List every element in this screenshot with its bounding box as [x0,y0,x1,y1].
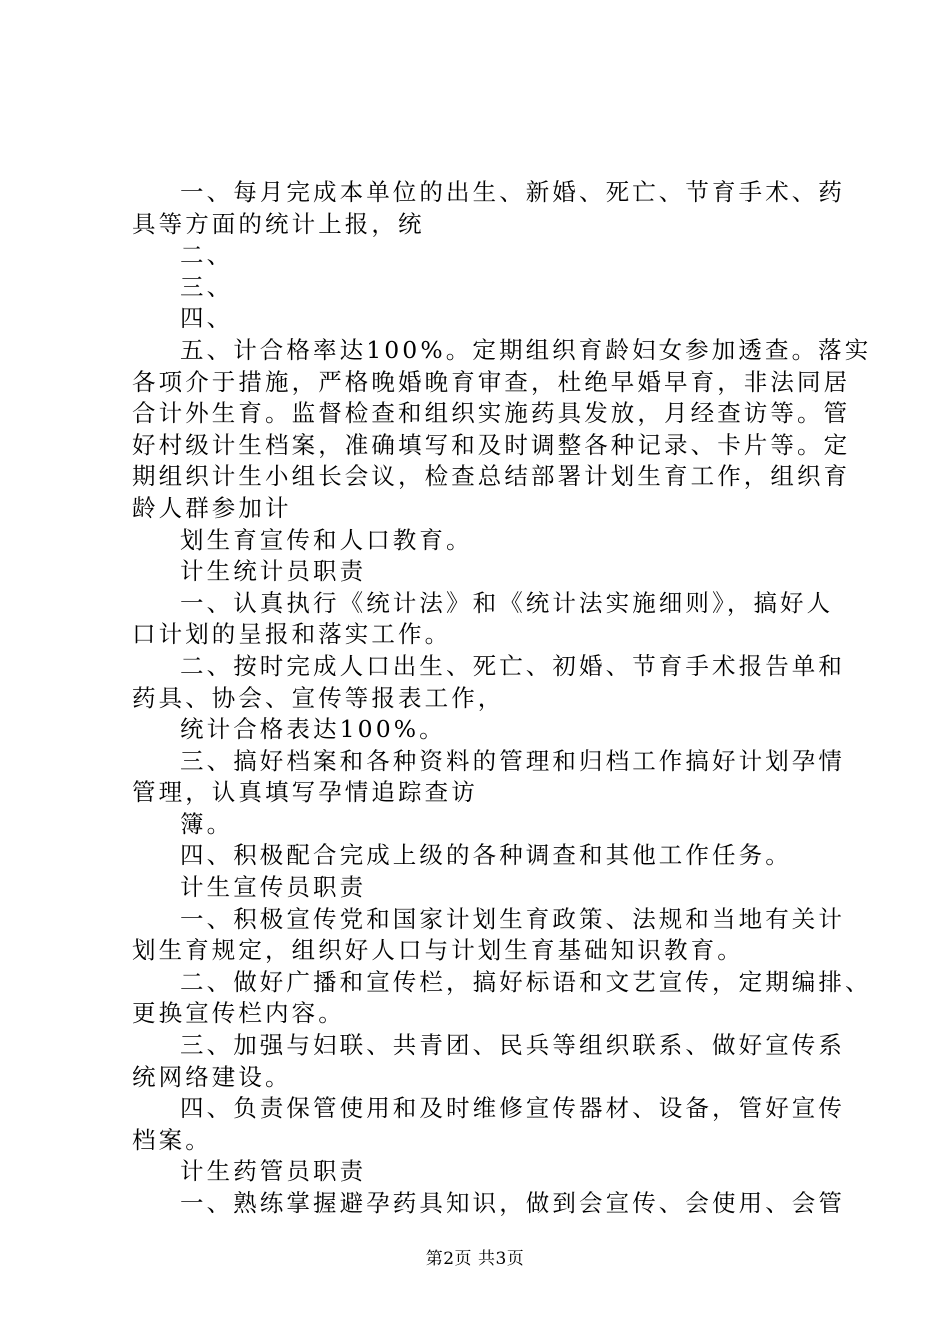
text-line: 四、积极配合完成上级的各种调查和其他工作任务。 [180,841,792,870]
text-line: 管理，认真填写孕情追踪查访 [132,778,478,807]
text-line: 划生育宣传和人口教育。 [180,525,473,554]
text-line: 二、 [180,241,234,270]
text-line: 三、 [180,272,234,301]
text-line: 三、加强与妇联、共青团、民兵等组织联系、做好宣传系 [180,1031,845,1060]
text-line: 档案。 [132,1125,212,1154]
text-line: 好村级计生档案，准确填写和及时调整各种记录、卡片等。定 [132,430,851,459]
text-line: 药具、协会、宣传等报表工作， [132,683,505,712]
text-line: 各项介于措施，严格晚婚晚育审查，杜绝早婚早育，非法同居 [132,367,851,396]
text-line: 二、做好广播和宣传栏，搞好标语和文艺宣传，定期编排、 [180,967,872,996]
text-line: 三、搞好档案和各种资料的管理和归档工作搞好计划孕情 [180,746,845,775]
text-line: 计生药管员职责 [180,1157,367,1186]
page-number-footer: 第2页 共3页 [425,1249,525,1269]
text-line: 四、负责保管使用和及时维修宣传器材、设备，管好宣传 [180,1094,845,1123]
text-line: 统计合格表达100%。 [180,715,446,744]
text-line: 一、熟练掌握避孕药具知识，做到会宣传、会使用、会管 [180,1189,845,1217]
text-line: 划生育规定，组织好人口与计划生育基础知识教育。 [132,936,744,965]
text-line: 统网络建设。 [132,1062,292,1091]
text-line: 四、 [180,304,234,333]
text-line: 簿。 [180,809,234,838]
text-line: 口计划的呈报和落实工作。 [132,620,452,649]
text-line: 具等方面的统计上报，统 [132,209,425,238]
text-line: 计生统计员职责 [180,557,367,586]
text-line: 期组织计生小组长会议，检查总结部署计划生育工作，组织育 [132,462,851,491]
text-line: 二、按时完成人口出生、死亡、初婚、节育手术报告单和 [180,651,845,680]
text-line: 一、积极宣传党和国家计划生育政策、法规和当地有关计 [180,904,845,933]
text-line: 计生宣传员职责 [180,873,367,902]
text-line: 龄人群参加计 [132,493,292,522]
text-line: 一、认真执行《统计法》和《统计法实施细则》，搞好人 [180,588,834,617]
text-line: 更换宣传栏内容。 [132,999,345,1028]
text-line: 一、每月完成本单位的出生、新婚、死亡、节育手术、药 [180,178,845,206]
text-line: 合计外生育。监督检查和组织实施药具发放，月经查访等。管 [132,399,851,428]
document-body [132,177,872,1220]
text-line: 五、计合格率达100%。定期组织育龄妇女参加透查。落实 [180,335,872,364]
